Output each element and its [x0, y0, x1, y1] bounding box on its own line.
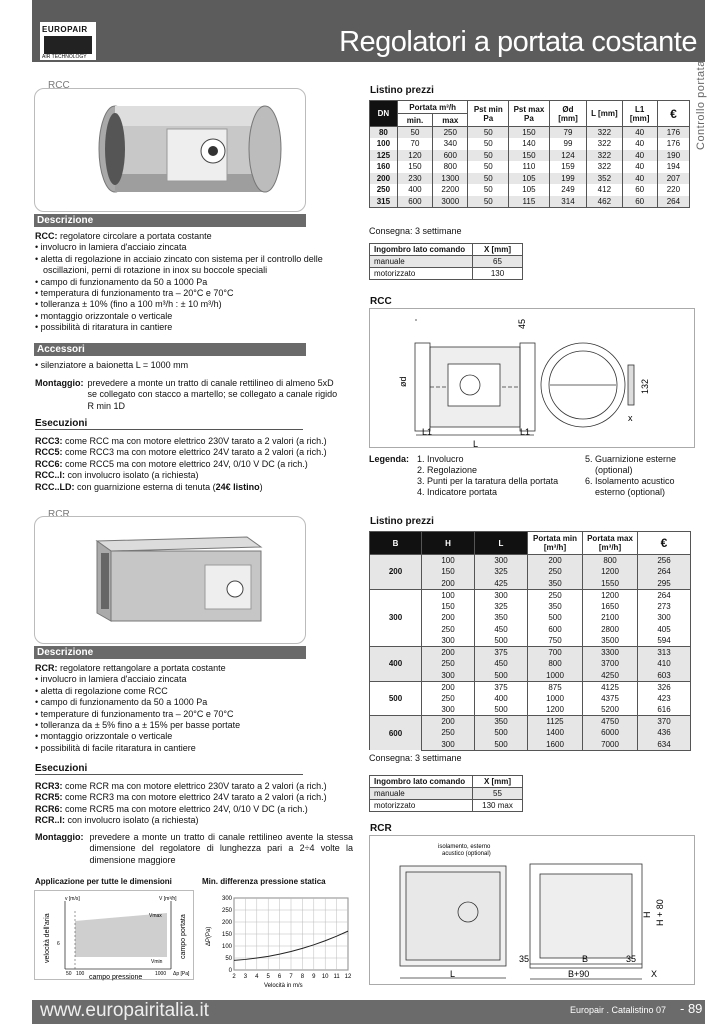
- rcc-photo-frame: [34, 88, 306, 212]
- section-side-label: Controllo portata: [695, 60, 707, 150]
- rcc-esecuzioni-heading: Esecuzioni: [35, 418, 303, 430]
- chart2-ytick: 100: [221, 944, 232, 950]
- rcr-technical-drawing: [369, 835, 695, 985]
- legend-item: 1. Involucro: [417, 454, 464, 464]
- legend-item: 2. Regolazione: [417, 465, 478, 475]
- rcr-montaggio: Montaggio: prevedere a monte un tratto di canale rettilineo avente la stessa dimensione del regolatore di lunghezza pari a 2÷4 volte la dimensione maggiore: [35, 832, 353, 865]
- table-row: 300 100 300 250 1200 264: [370, 589, 691, 601]
- table-row: 600 200 350 1125 4750 370: [370, 716, 691, 728]
- table-row: 200 425 350 1550 295: [370, 578, 691, 590]
- rcr-price-table-wrap: [369, 531, 691, 751]
- esecuzione-item: RCC..LD: con guarnizione esterna di tenuta (24€ listino): [35, 481, 263, 492]
- rcr-dim-h80: H + 80: [655, 899, 665, 926]
- rcc-dim-45: 45: [517, 318, 527, 329]
- chart2-xtick: 11: [333, 974, 340, 980]
- chart1-xtick-50: 50: [66, 971, 72, 977]
- chart2-ytick: 0: [228, 968, 232, 974]
- chart1-yunit: v [m/s]: [65, 896, 80, 902]
- chart2-ytick: 200: [221, 920, 232, 926]
- rcr-iso-label-2: acustico (optional): [442, 851, 491, 857]
- bullet-item: • temperatura di funzionamento tra – 20°C e 70°C: [35, 288, 335, 299]
- bullet-item: • involucro in lamiera d'acciaio zincata: [35, 674, 335, 685]
- rcr-dim-l: L: [450, 969, 456, 979]
- chart1-vmax: Vmax: [149, 913, 162, 919]
- rcr-esecuzioni-heading: Esecuzioni: [35, 763, 303, 775]
- bullet-item: • tolleranza da ± 5% fino a ± 15% per basse portate: [35, 720, 335, 731]
- rcr-dim-x: X: [651, 969, 658, 979]
- chart2-xtick: 10: [321, 974, 329, 980]
- rcr-description: RCR: regolatore rettangolare a portata costante • involucro in lamiera d'acciaio zincata • aletta di regolazione come RCC • campo di funzionamento da 50 a 1000 Pa • temperature di funzionamento tra – 20°C e 70°C • tolleranza da ± 5% fino a ± 15% per basse portate • montaggio orizzontale o verticale • possibilità di facile ritaratura in cantiere: [35, 663, 335, 754]
- legend-item: 5. Guarnizione esterne: [585, 454, 677, 464]
- footer-catalog: Europair . Catalistino 07: [570, 1005, 667, 1015]
- chart1-xtick-100: 100: [76, 971, 85, 977]
- table-row: 250 400 2200 50 105 249 412 60 220: [370, 184, 690, 196]
- rcr-dim-b: B: [582, 954, 589, 964]
- table-row: 300 500 1600 7000 634: [370, 739, 691, 751]
- rcc-legend: Legenda: 1. Involucro 2. Regolazione 3. Punti per la taratura della portata 4. Indicatore portata 5. Guarnizione esterne (optional) 6. Isolamento acustico esterno (optional): [369, 454, 699, 498]
- rcr-esecuzioni-list: [35, 781, 360, 827]
- rcc-dim-d: ød: [398, 376, 408, 387]
- chart1-xtick-1000: 1000: [155, 971, 167, 977]
- bullet-item: • possibilità di facile ritaratura in cantiere: [35, 743, 335, 754]
- table-row: 200 350 500 2100 300: [370, 612, 691, 624]
- chart2-xtick: 9: [312, 974, 316, 980]
- rcr-diagram-title: RCR: [370, 823, 392, 834]
- chart1-frame: [34, 890, 194, 980]
- rcc-description: RCC: regolatore circolare a portata costante • involucro in lamiera d'acciaio zincata • aletta di regolazione in acciaio zincato con sistema per il controllo delle oscillazioni, perni di rotazione in inox su boccole speciali • campo di funzionamento da 50 a 1000 Pa • temperatura di funzionamento tra – 20°C e 70°C • tolleranza ± 10% (fino a 100 m³/h : ± 10 m³/h) • montaggio orizzontale o verticale • possibilità di ritaratura in cantiere: [35, 231, 335, 334]
- page-title: Regolatori a portata costante: [339, 26, 697, 58]
- legend-item: 6. Isolamento acustico: [585, 476, 675, 486]
- table-row: 300 500 750 3500 594: [370, 635, 691, 647]
- bullet-item: • aletta di regolazione come RCC: [35, 686, 335, 697]
- legend-item: esterno (optional): [585, 487, 666, 497]
- esecuzione-item: RCC5: come RCC3 ma con motore elettrico 24V tarato a 2 valori (a rich.): [35, 447, 327, 458]
- chart2-ylabel: ΔP(Pa): [206, 926, 212, 946]
- esecuzione-item: RCR5: come RCR3 ma con motore elettrico 24V tarato a 2 valori (a rich.): [35, 792, 327, 803]
- rcc-technical-drawing: [369, 308, 695, 448]
- rcr-dim-35a: 35: [519, 954, 530, 964]
- chart2-xtick: 12: [344, 974, 352, 980]
- chart2-svg: [202, 890, 354, 990]
- chart1-range-area: [75, 913, 167, 957]
- rcc-dim-l1b: L1: [520, 427, 531, 437]
- rcr-ingombro-wrap: [369, 775, 523, 812]
- logo-wordmark: EUROPAIR: [42, 25, 88, 34]
- chart1-ytick: 6: [57, 941, 60, 947]
- table-row: 250 450 600 2800 405: [370, 624, 691, 636]
- rcc-dim-l: L: [473, 439, 479, 449]
- bullet-item: • involucro in lamiera d'acciaio zincata: [35, 242, 335, 253]
- chart1-vmin: Vmin: [151, 959, 163, 965]
- table-row: 300 500 1000 4250 603: [370, 670, 691, 682]
- chart2-xtick: 4: [255, 974, 259, 980]
- chart1-y2unit: V [m³/h]: [159, 896, 177, 902]
- bullet-item: • temperature di funzionamento tra – 20°C e 70°C: [35, 709, 335, 720]
- rcr-listino-title: Listino prezzi: [370, 516, 434, 527]
- esecuzione-item: RCC..I: con involucro isolato (a richiesta): [35, 470, 199, 481]
- esecuzione-item: RCR3: come RCR ma con motore elettrico 230V tarato a 2 valori (a rich.): [35, 781, 327, 791]
- table-row: 250 450 800 3700 410: [370, 658, 691, 670]
- footer-website-link[interactable]: www.europairitalia.it: [40, 1000, 209, 1021]
- chart2-frame: [202, 890, 354, 990]
- legend-item: 4. Indicatore portata: [417, 487, 498, 497]
- bullet-item: • campo di funzionamento da 50 a 1000 Pa: [35, 277, 335, 288]
- rcc-accessori-bar: Accessori: [34, 343, 306, 356]
- rcr-ingombro-table: Ingombro lato comando X [mm] manuale 55 motorizzato 130 max: [369, 775, 523, 812]
- logo-tagline: AIR TECHNOLOGY: [42, 54, 87, 60]
- rcc-ingombro-wrap: [369, 243, 523, 280]
- rcc-dim-x: x: [628, 413, 633, 423]
- rcr-consegna: Consegna: 3 settimane: [369, 753, 462, 763]
- table-row: 400 200 375 700 3300 313: [370, 647, 691, 659]
- table-row: 200 100 300 200 800 256: [370, 555, 691, 567]
- rcc-product-photo: [35, 89, 307, 213]
- table-row: 160 150 800 50 110 159 322 40 194: [370, 161, 690, 173]
- chart1-xlabel: campo pressione: [89, 974, 143, 981]
- bullet-item: • campo di funzionamento da 50 a 1000 Pa: [35, 697, 335, 708]
- table-row: 80 50 250 50 150 79 322 40 176: [370, 127, 690, 139]
- esecuzione-item: RCC3: come RCC ma con motore elettrico 230V tarato a 2 valori (a rich.): [35, 436, 327, 446]
- chart1-xunit: Δp [Pa]: [173, 971, 190, 977]
- chart2-xtick: 5: [266, 974, 270, 980]
- chart1-svg: [35, 891, 195, 981]
- chart1-y2label: campo portata: [180, 914, 187, 959]
- brand-logo: [40, 22, 96, 60]
- rcc-price-table: DN Portata m³/h Pst min Pa Pst max Pa Ød [mm] L [mm] L1 [mm] € min. max 80 50 250 50 150 79 322 40 176 100 70 340 50 140 99 322 40 176 125 120 600 50 150 124 322 40 190 160 150 800 50 110 159 322 40 194 200 230 1300 50 105 199 352 40 207 250 400 2200 50 105 249 412 60 220 315 600 3000 50 115 314 462 60 264: [369, 100, 690, 208]
- rcr-photo-frame: [34, 516, 306, 644]
- chart2-ytick: 50: [225, 956, 232, 962]
- legend-item: (optional): [585, 465, 633, 475]
- rcr-price-table: B H L Portata min [m³/h] Portata max [m³/h] € 200 100 300 200 800 256 150 325 250 1200 264 200 425 350 1550 295 300 100 300 250 1200 264 150 325 350 1650 273 200 350 500 2100 300 250 450 600 2800 405 300 500 750 3500 594 400 200 375 700 3300 313 250 450 800 3700 410 300 500 1000 4250 603 500 200 375 875 4125 326 250 400 1000 4375 423 300 500 1200 5200 616 600 200 350 1125 4750 370 250 500 1400 6000 436 300 500 1600 7000 634: [369, 531, 691, 751]
- rcr-dim-h: H: [642, 911, 652, 918]
- rcc-dim-l1a: L1: [422, 427, 433, 437]
- table-row: 100 70 340 50 140 99 322 40 176: [370, 138, 690, 150]
- chart2-ytick: 150: [221, 932, 232, 938]
- rcr-descrizione-bar: Descrizione: [34, 646, 306, 659]
- table-row: 315 600 3000 50 115 314 462 60 264: [370, 196, 690, 208]
- rcc-accessory-item: • silenziatore a baionetta L = 1000 mm: [35, 360, 189, 370]
- bullet-item: • montaggio orizzontale o verticale: [35, 731, 335, 742]
- rcc-ingombro-table: Ingombro lato comando X [mm] manuale 65 motorizzato 130: [369, 243, 523, 280]
- chart2-ytick: 250: [221, 908, 232, 914]
- chart2-xtick: 7: [289, 974, 293, 980]
- table-row: 500 200 375 875 4125 326: [370, 681, 691, 693]
- rcr-iso-label: isolamento, esterno: [438, 844, 491, 850]
- chart2-xtick: 6: [277, 974, 282, 980]
- table-row: 300 500 1200 5200 616: [370, 704, 691, 716]
- table-row: 125 120 600 50 150 124 322 40 190: [370, 150, 690, 162]
- rcc-price-table-wrap: [369, 100, 690, 208]
- legend-item: 3. Punti per la taratura della portata: [417, 476, 559, 486]
- chart2-ytick: 300: [221, 896, 232, 902]
- chart2-xlabel: Velocità in m/s: [264, 983, 303, 989]
- footer-page-number: - 89: [680, 1001, 703, 1016]
- esecuzione-item: RCC6: come RCC5 ma con motore elettrico 24V, 0/10 V DC (a rich.): [35, 458, 308, 469]
- table-row: 150 325 250 1200 264: [370, 566, 691, 578]
- rcc-dim-132: 132: [640, 378, 650, 394]
- chart2-xtick: 8: [300, 974, 305, 980]
- rcr-dim-b90: B+90: [568, 969, 590, 979]
- chart2-title: Min. differenza pressione statica: [202, 877, 326, 886]
- table-row: 250 500 1400 6000 436: [370, 727, 691, 739]
- chart1-title: Applicazione per tutte le dimensioni: [35, 877, 172, 886]
- rcc-listino-title: Listino prezzi: [370, 85, 434, 96]
- table-row: 200 230 1300 50 105 199 352 40 207: [370, 173, 690, 185]
- table-row: 250 400 1000 4375 423: [370, 693, 691, 705]
- chart1-ylabel: velocità dell'aria: [44, 913, 51, 963]
- bullet-item: • possibilità di ritaratura in cantiere: [35, 322, 335, 333]
- rcc-montaggio: Montaggio: prevedere a monte un tratto di canale rettilineo di almeno 5xD se collegato con stacco a martello; se collegato a canale rigido R min 1D: [35, 378, 338, 411]
- rcr-dim-35b: 35: [626, 954, 637, 964]
- chart2-xtick: 3: [243, 974, 248, 980]
- bullet-item: • montaggio orizzontale o verticale: [35, 311, 335, 322]
- rcc-consegna: Consegna: 3 settimane: [369, 226, 462, 236]
- esecuzione-item: RCR..I: con involucro isolato (a richiesta): [35, 815, 199, 826]
- chart2-xtick: 2: [232, 974, 236, 980]
- rcc-descrizione-bar: Descrizione: [34, 214, 306, 227]
- rcc-diagram-title: RCC: [370, 296, 392, 307]
- esecuzione-item: RCR6: come RCR5 ma con motore elettrico 24V, 0/10 V DC (a rich.): [35, 803, 308, 814]
- rcr-product-label: RCR: [48, 509, 70, 520]
- rcc-product-label: RCC: [48, 80, 70, 91]
- rcc-esecuzioni-list: [35, 436, 360, 493]
- rcr-product-photo: [35, 517, 307, 645]
- bullet-item: • aletta di regolazione in acciaio zincato con sistema per il controllo delle oscillazioni, perni di rotazione in inox su boccole speciali: [35, 254, 335, 277]
- table-row: 150 325 350 1650 273: [370, 601, 691, 613]
- bullet-item: • tolleranza ± 10% (fino a 100 m³/h : ± 10 m³/h): [35, 299, 335, 310]
